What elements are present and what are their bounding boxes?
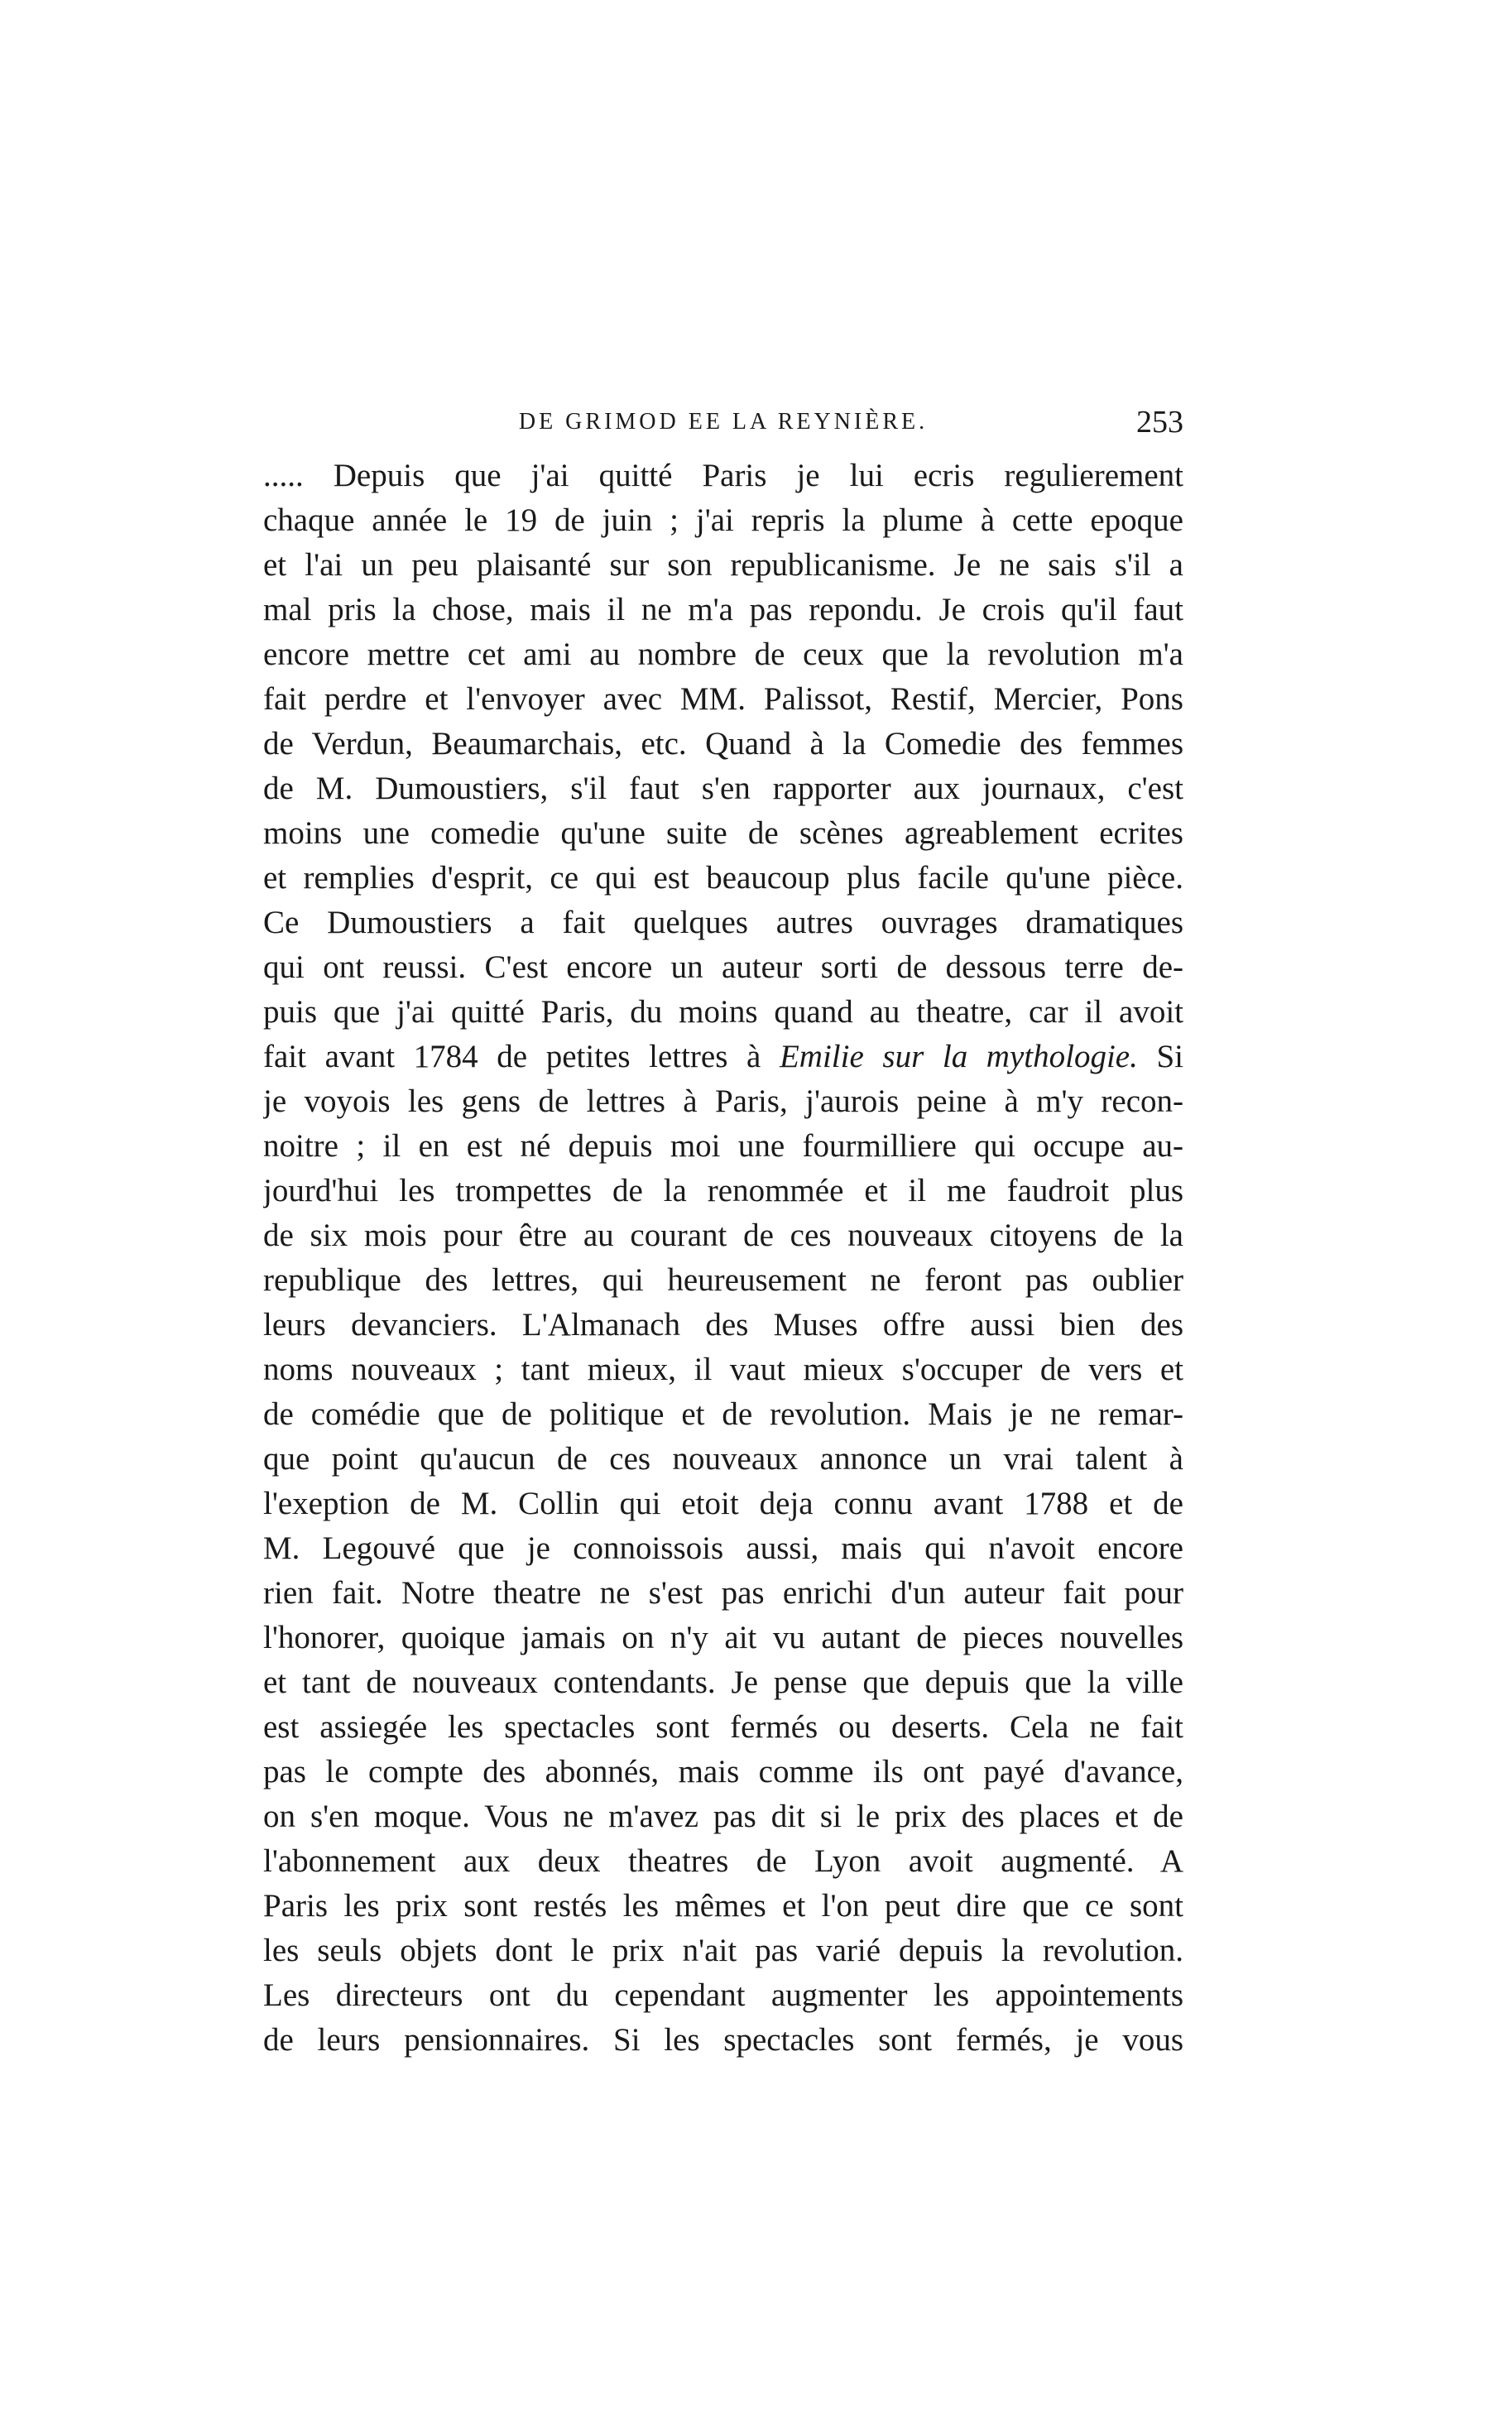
running-head: DE GRIMOD EE LA REYNIÈRE.: [518, 409, 929, 435]
text-line: Les directeurs ont du cependant augmenter les appointements: [263, 1977, 1183, 2013]
text-line: je voyois les gens de lettres à Paris, j'aurois peine à m'y recon-: [263, 1083, 1183, 1119]
text-line: Ce Dumoustiers a fait quelques autres ouvrages dramatiques: [263, 905, 1183, 940]
text-line: l'honorer, quoique jamais on n'y ait vu autant de pieces nouvelles: [263, 1620, 1183, 1655]
text-line: de six mois pour être au courant de ces nouveaux citoyens de la: [263, 1218, 1183, 1253]
text-line: et tant de nouveaux contendants. Je pense que depuis que la ville: [263, 1665, 1183, 1700]
text-line: de Verdun, Beaumarchais, etc. Quand à la Comedie des femmes: [263, 726, 1183, 761]
text-line: que point qu'aucun de ces nouveaux annonce un vrai talent à: [263, 1441, 1183, 1477]
text-line: fait perdre et l'envoyer avec MM. Palissot, Restif, Mercier, Pons: [263, 681, 1183, 717]
text-line: [263, 1035, 1183, 1079]
text-line: leurs devanciers. L'Almanach des Muses offre aussi bien des: [263, 1307, 1183, 1343]
text-line: Paris les prix sont restés les mêmes et l'on peut dire que ce sont: [263, 1888, 1183, 1924]
text-line: l'exeption de M. Collin qui etoit deja connu avant 1788 et de: [263, 1486, 1183, 1521]
text-line: chaque année le 19 de juin ; j'ai repris la plume à cette epoque: [263, 502, 1183, 538]
text-line: rien fait. Notre theatre ne s'est pas enrichi d'un auteur fait pour: [263, 1575, 1183, 1611]
text-line: qui ont reussi. C'est encore un auteur sorti de dessous terre de-: [263, 949, 1183, 985]
text-line: de M. Dumoustiers, s'il faut s'en rapporter aux journaux, c'est: [263, 771, 1183, 806]
text-segment: fait avant 1784 de petites lettres à: [263, 1039, 780, 1074]
text-line: mal pris la chose, mais il ne m'a pas repondu. Je crois qu'il faut: [263, 592, 1183, 627]
text-line: republique des lettres, qui heureusement ne feront pas oublier: [263, 1262, 1183, 1298]
text-line: de leurs pensionnaires. Si les spectacles sont fermés, je vous: [263, 2022, 1183, 2058]
text-line: de comédie que de politique et de revolution. Mais je ne remar-: [263, 1396, 1183, 1432]
text-line: noms nouveaux ; tant mieux, il vaut mieux s'occuper de vers et: [263, 1352, 1183, 1387]
text-line: jourd'hui les trompettes de la renommée et il me faudroit plus: [263, 1173, 1183, 1208]
page-header: [263, 404, 1183, 440]
text-line: puis que j'ai quitté Paris, du moins quand au theatre, car il avoit: [263, 994, 1183, 1030]
page-number: 253: [1136, 405, 1183, 440]
text-line: encore mettre cet ami au nombre de ceux que la revolution m'a: [263, 637, 1183, 672]
body-text: [263, 454, 1183, 2063]
text-line: et l'ai un peu plaisanté sur son republicanisme. Je ne sais s'il a: [263, 547, 1183, 583]
text-line: M. Legouvé que je connoissois aussi, mais qui n'avoit encore: [263, 1530, 1183, 1566]
text-line: pas le compte des abonnés, mais comme ils ont payé d'avance,: [263, 1754, 1183, 1789]
text-line: ..... Depuis que j'ai quitté Paris je lui ecris regulierement: [263, 458, 1183, 493]
text-line: et remplies d'esprit, ce qui est beaucoup plus facile qu'une pièce.: [263, 860, 1183, 896]
italic-title: Emilie sur la mythologie.: [779, 1039, 1138, 1074]
text-line: l'abonnement aux deux theatres de Lyon avoit augmenté. A: [263, 1843, 1183, 1879]
text-segment: Si: [1137, 1039, 1183, 1074]
text-line: on s'en moque. Vous ne m'avez pas dit si le prix des places et de: [263, 1799, 1183, 1834]
text-line: moins une comedie qu'une suite de scènes agreablement ecrites: [263, 815, 1183, 851]
text-line: noitre ; il en est né depuis moi une fourmilliere qui occupe au-: [263, 1128, 1183, 1164]
text-line: les seuls objets dont le prix n'ait pas varié depuis la revolution.: [263, 1933, 1183, 1968]
text-line: est assiegée les spectacles sont fermés ou deserts. Cela ne fait: [263, 1709, 1183, 1745]
